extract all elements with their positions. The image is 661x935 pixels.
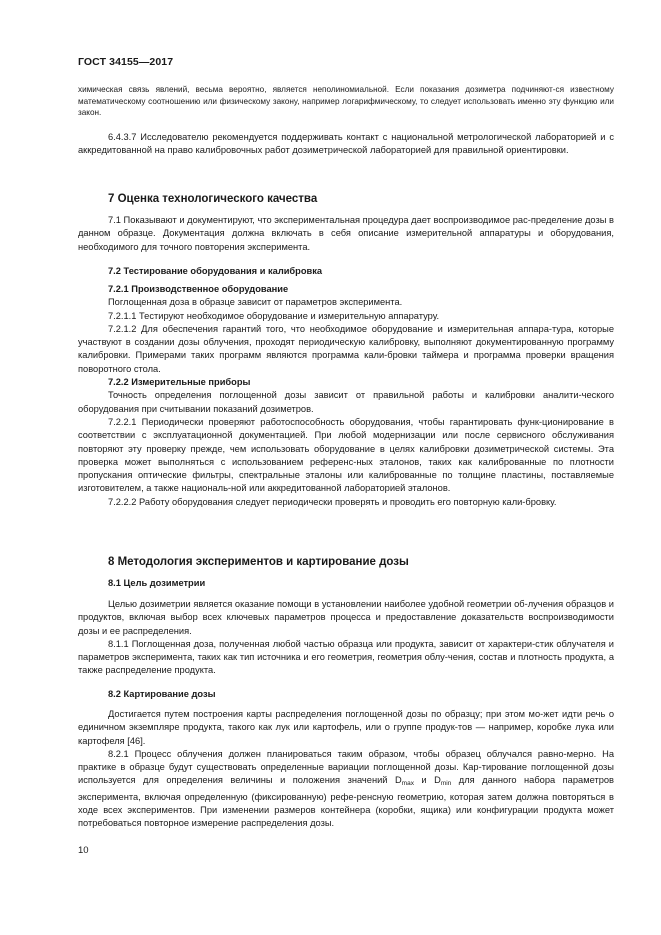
section-7 — [78, 192, 614, 207]
subsection-8-2-title: 8.2 Картирование дозы — [108, 689, 216, 699]
subsection-8-1-title: 8.1 Цель дозиметрии — [108, 578, 206, 588]
paragraph-7-2-2-1: 7.2.2.1 Периодически проверяют работоспособность оборудования, чтобы гарантировать функ-ционирование в соответствии с эксплуатационной документацией. При любой модернизации или после сервисного обслуживания повторяют эту проверку прежде, чем использовать оборудование в целях калибровки дозиметрической системы. Эта проверка может выполняться с использованием референс-ных эталонов, таких как калиброванные по плотности пропускания оптические фильтры, спектральные эталоны или калиброванные по толщине пластины, поставляемые изготовителем, а также националь-ной или аккредитованной лабораторией эталонов. — [78, 416, 614, 494]
subscript-min: min — [440, 780, 452, 788]
subscript-max: max — [401, 780, 414, 788]
paragraph-8-2-1-part-a: 8.2.1 Процесс облучения должен планироваться таким образом, чтобы образец облучался равно-мерно. На практике в образце будут существовать определенные вариации поглощенной дозы. Кар-тирование поглощенной дозы используется для определения величины и положения значений D — [78, 748, 614, 786]
paragraph-text: Поглощенная доза в образце зависит от параметров эксперимента. — [108, 297, 403, 308]
paragraph-7-2-2-2: 7.2.2.2 Работу оборудования следует периодически проверять и проводить его повторную кали-бровку. — [108, 496, 557, 507]
paragraph-text: 6.4.3.7 Исследователю рекомендуется поддерживать контакт с национальной метрологической лабораторией и с аккредитованной на право калибровочных работ дозиметрической лабораторией для правильной ориентировки. — [78, 132, 614, 156]
note-block — [78, 84, 614, 119]
paragraph-7-2-1-2: 7.2.1.2 Для обеспечения гарантий того, что необходимое оборудование и измерительная аппара-тура, которые участвуют в создании дозы облучения, проходят периодическую калибровку, выполняют документированную программу калибровки. Примерами таких программ являются программа кали-бровки таймера и программа проверки вращения поворотного стола. — [78, 323, 614, 374]
paragraph-8-2 — [78, 708, 614, 831]
subsection-7-2-title: 7.2 Тестирование оборудования и калибровка — [108, 266, 323, 276]
subsection-7-2-2-title: 7.2.2 Измерительные приборы — [108, 377, 251, 388]
subsection-8-2 — [78, 688, 614, 701]
section-7-title: 7 Оценка технологического качества — [108, 193, 318, 205]
paragraph-8-2-1-part-b: и D — [413, 775, 441, 786]
paragraph-text: Целью дозиметрии является оказание помощи в установлении наиболее удобной геометрии об-лучения образцов и продуктов, включая выбор всех ключевых параметров процесса и предоставление доказательств воспроизводимости дозы и ее распределения. — [78, 599, 614, 636]
paragraph-8-2-1 — [78, 748, 614, 831]
paragraph-7-1 — [78, 214, 614, 254]
subsection-7-2 — [78, 265, 614, 278]
subsection-7-2-1 — [78, 283, 614, 509]
paragraph-text: Достигается путем построения карты распределения поглощенной дозы по образцу; при этом мо-жет идти речь о единичном экземпляре продукта, такого как лук или картофель, или о группе продук-тов — например, коробке лука или картофеля [46]. — [78, 709, 614, 746]
paragraph-8-2-1-part-c: для данного набора параметров эксперимента, включая определенную (фиксированную) рефе-ренсную геометрию, которая затем должна повторяться в ходе всех экспериментов. При изменении размеров контейнера (коробки, ящика) или конфигурации продукта может потребоваться повторное измерение распределения дозы. — [78, 775, 614, 829]
subsection-8-1 — [78, 577, 614, 590]
section-8 — [78, 555, 614, 570]
paragraph-7-2-1-1: 7.2.1.1 Тестируют необходимое оборудование и измерительную аппаратуру. — [108, 310, 440, 321]
paragraph-8-1-1: 8.1.1 Поглощенная доза, полученная любой частью образца или продукта, зависит от характери-стик облучателя и параметров эксперимента, таких как тип источника и его геометрия, геометрия облу-чения, состав и плотность продукта, а также распределение продукта. — [78, 638, 614, 676]
paragraph-8-1 — [78, 598, 614, 678]
subsection-7-2-1-title: 7.2.1 Производственное оборудование — [108, 284, 289, 294]
note-paragraph: химическая связь явлений, весьма вероятно, является неполиномиальной. Если показания дозиметра подчиняют-ся известному математическому соотношению или физическому закону, например логарифмическому, то следует использовать именно эту функцию или закон. — [78, 85, 614, 118]
section-8-title: 8 Методология экспериментов и картирование дозы — [108, 556, 409, 568]
paragraph-text: 7.1 Показывают и документируют, что экспериментальная процедура дает воспроизводимое рас-пределение дозы в данном образце. Документация должна включать в себя описание измерительной аппаратуры и оборудования, необходимого для точного повторения эксперимента. — [78, 215, 614, 252]
paragraph-text: Точность определения поглощенной дозы зависит от правильной работы и калибровки аналити-ческого оборудования при считывании показаний дозиметров. — [78, 390, 614, 414]
page-number: 10 — [78, 845, 89, 856]
paragraph-6-4-3-7 — [78, 131, 614, 158]
document-header: ГОСТ 34155—2017 — [78, 56, 174, 68]
